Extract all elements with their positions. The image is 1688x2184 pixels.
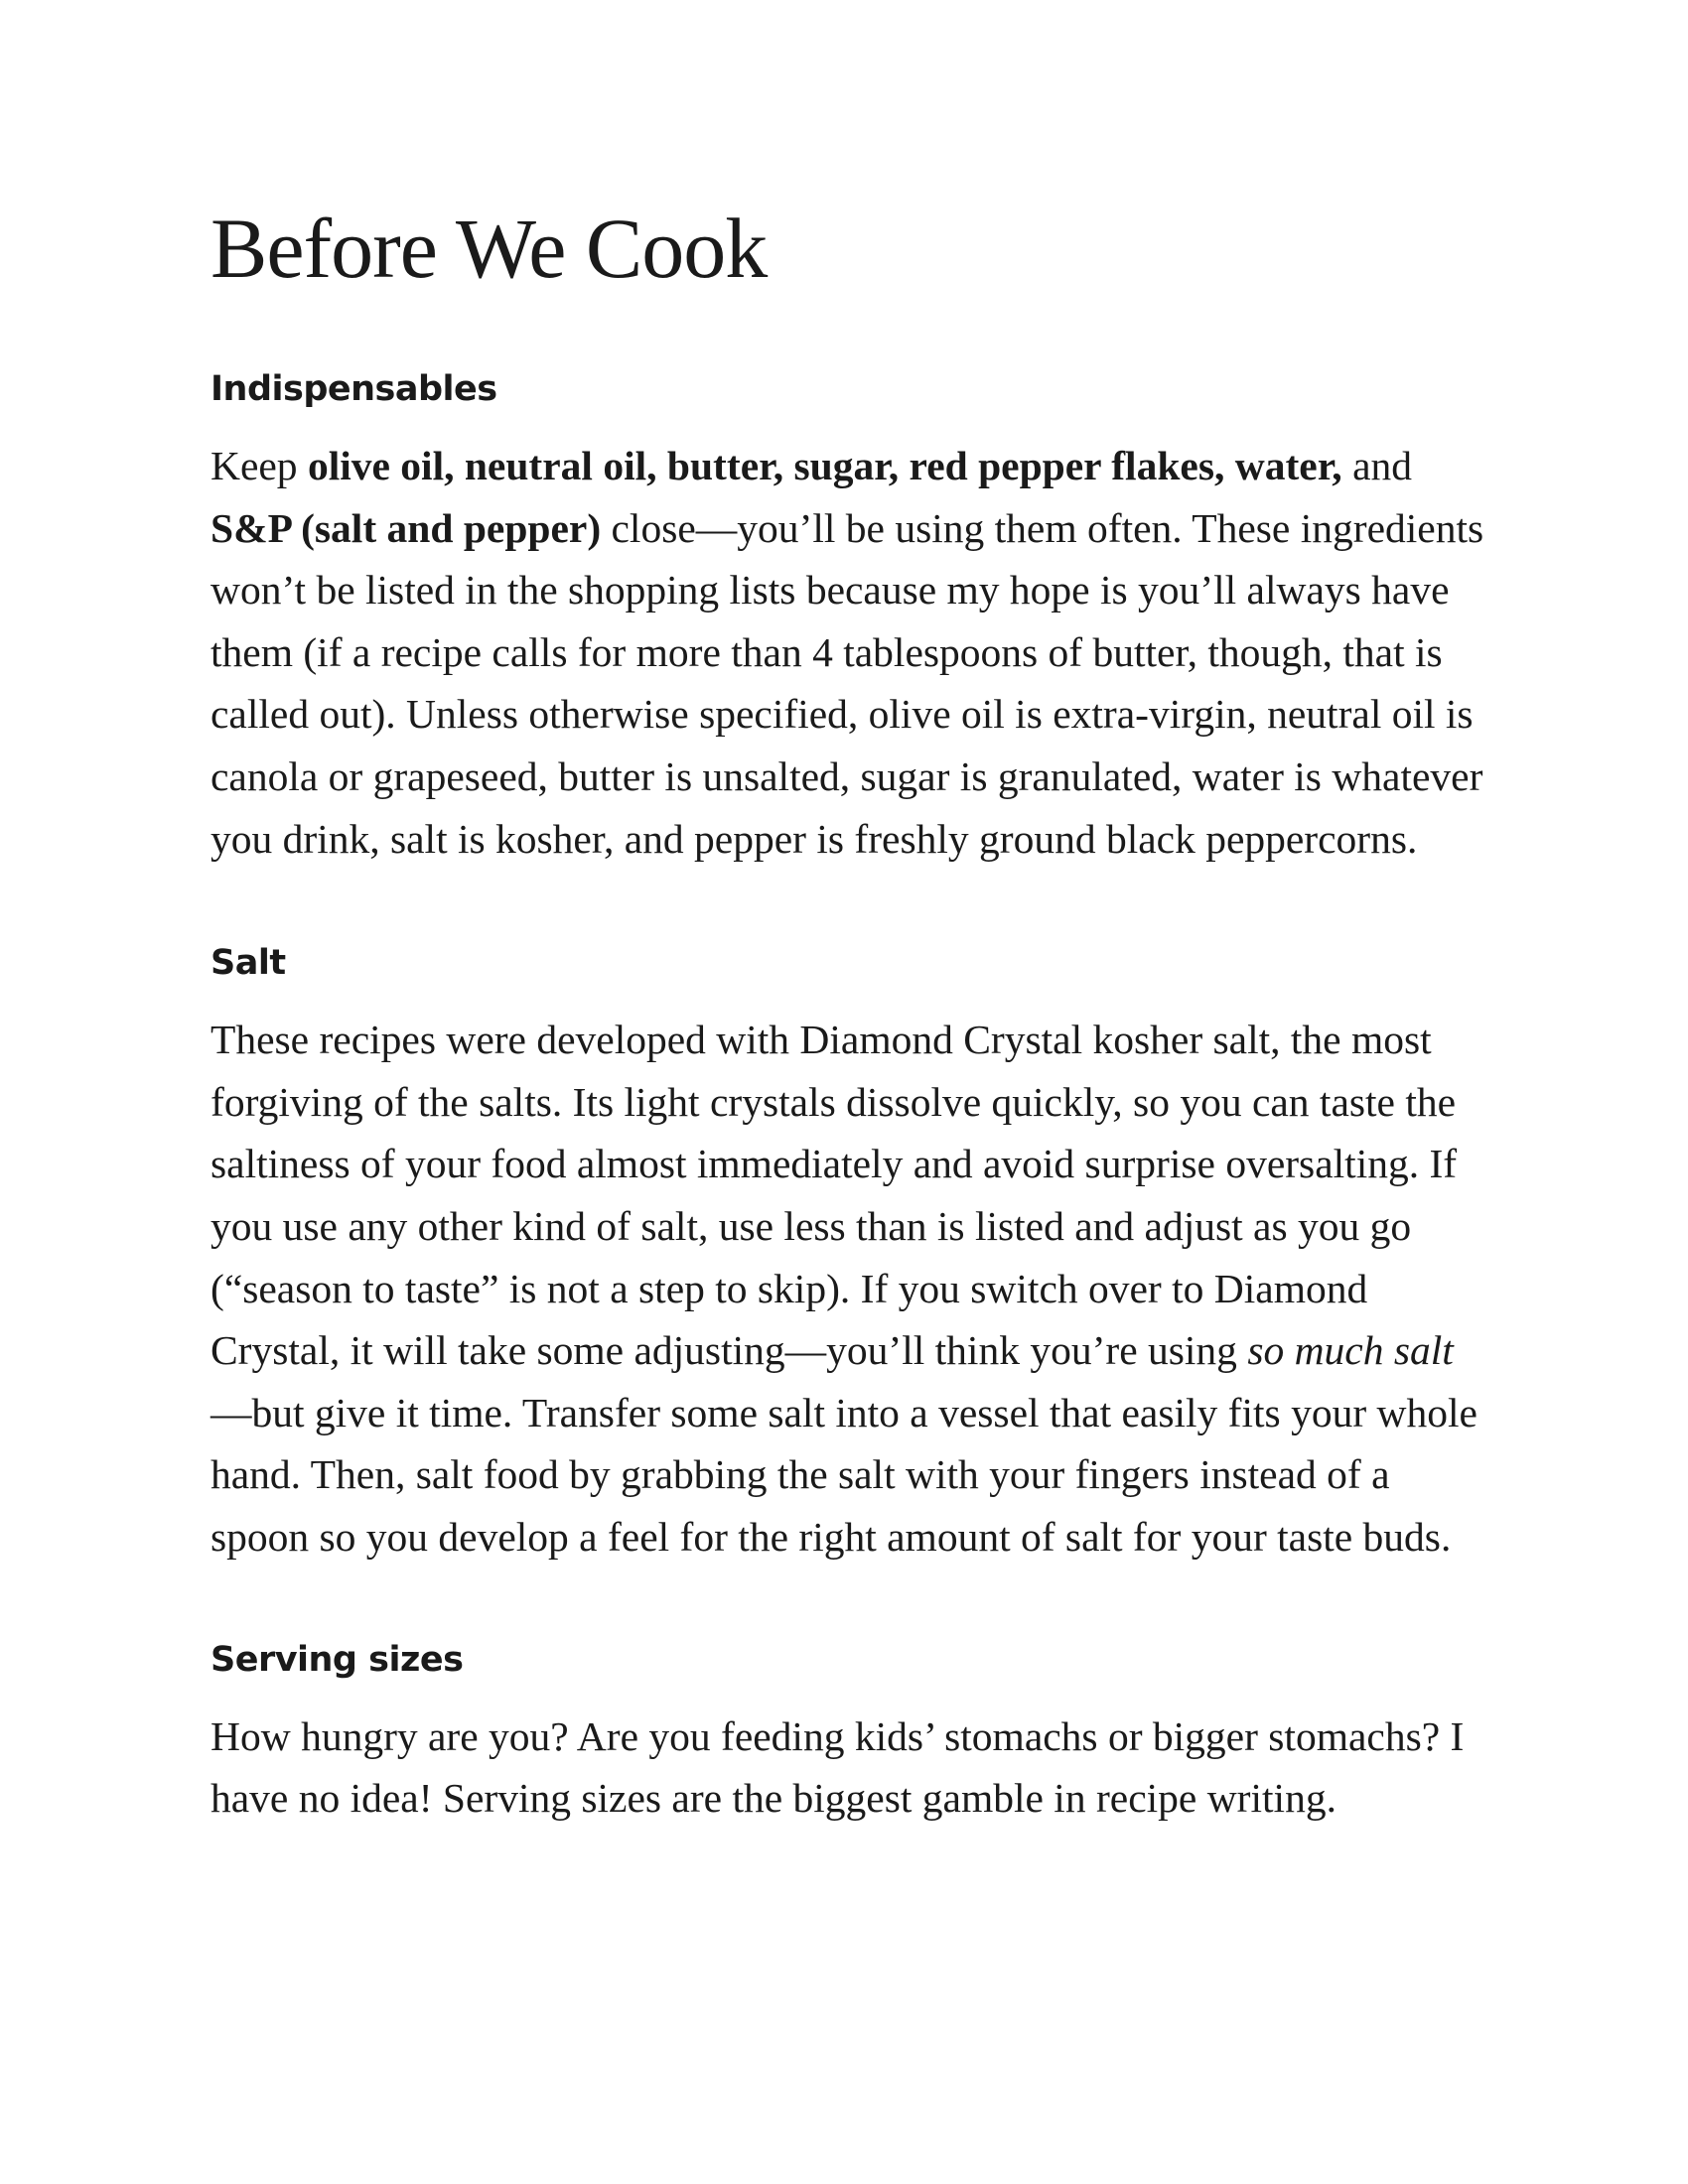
section-salt [211, 941, 1491, 1568]
section-heading: Serving sizes [211, 1639, 464, 1680]
body-text: How hungry are you? Are you feeding kids’ stomachs or bigger stomachs? I have no idea! Serving sizes are the biggest gamble in recipe writing. [211, 1712, 1465, 1822]
body-text: close—you’ll be using them often. These ingredients won’t be listed in the shopping lists because my hope is you’ll always have them (if a recipe calls for more than 4 tablespoons of butter, though, that is called out). Unless otherwise specified, olive oil is extra-virgin, neutral oil is canola or grapeseed, butter is unsalted, sugar is granulated, water is whatever you drink, salt is kosher, and pepper is freshly ground black peppercorns. [211, 504, 1484, 862]
page-content [211, 199, 1491, 1903]
body-text: and [1341, 443, 1412, 488]
section-body [211, 1009, 1491, 1568]
section-body [211, 435, 1491, 870]
page-title: Before We Cook [211, 201, 768, 296]
section-heading: Salt [211, 943, 286, 984]
section-serving-sizes [211, 1638, 1491, 1830]
section-indispensables [211, 367, 1491, 870]
body-text: Keep [211, 443, 308, 488]
section-heading: Indispensables [211, 369, 497, 409]
body-text: —but give it time. Transfer some salt into a vessel that easily fits your whole hand. Then, salt food by grabbing the salt with your fingers instead of a spoon so you develop a feel for the right amount of salt for your taste buds. [211, 1389, 1477, 1560]
bold-ingredients: olive oil, neutral oil, butter, sugar, red pepper flakes, water, [307, 443, 1342, 488]
italic-emphasis: so much salt [1247, 1327, 1454, 1374]
bold-salt-pepper: S&P (salt and pepper) [211, 504, 602, 551]
section-body [211, 1706, 1491, 1830]
body-text: These recipes were developed with Diamond Crystal kosher salt, the most forgiving of the salts. Its light crystals dissolve quickly, so you can taste the saltiness of your food almost immediately and avoid surprise oversalting. If you use any other kind of salt, use less than is listed and adjust as you go (“season to taste” is not a step to skip). If you switch over to Diamond Crystal, it will take some adjusting—you’ll think you’re using [211, 1017, 1458, 1374]
